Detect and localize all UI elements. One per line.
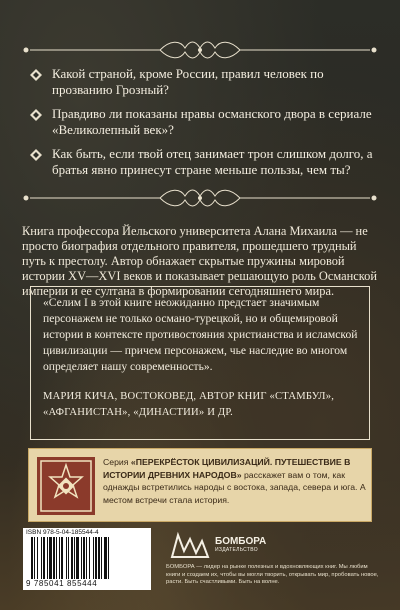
barcode-bar bbox=[93, 537, 94, 579]
barcode-bar bbox=[56, 537, 57, 579]
barcode-bar bbox=[81, 537, 82, 579]
barcode-bar bbox=[89, 537, 90, 579]
barcode-bar bbox=[59, 537, 60, 579]
barcode-bar bbox=[108, 537, 109, 579]
middle-ornament-divider bbox=[20, 188, 380, 208]
publisher-logo-icon bbox=[166, 531, 216, 561]
question-text: Правдиво ли показаны нравы османского двора в сериале «Великолепный век»? bbox=[52, 106, 372, 137]
series-description bbox=[103, 456, 367, 506]
quote-box bbox=[30, 286, 370, 440]
question-list bbox=[30, 66, 375, 186]
list-item bbox=[30, 66, 375, 98]
barcode-bar bbox=[74, 537, 75, 579]
barcode-bar bbox=[71, 537, 73, 579]
top-ornament-divider bbox=[20, 40, 380, 60]
barcode-bar bbox=[83, 537, 85, 579]
barcode-bar bbox=[76, 537, 79, 579]
question-text: Какой страной, кроме России, правил человек по прозванию Грозный? bbox=[52, 66, 324, 97]
barcode-bar bbox=[104, 537, 107, 579]
list-item bbox=[30, 146, 375, 178]
barcode-bar bbox=[101, 537, 102, 579]
publisher-text: БОМБОРА — лидер на рынке полезных и вдохновляющих книг. Мы любим книги и создаем их, чтобы вы могли творить, открывать мир, пробовать новое, расти. Быть счастливыми. Быть на волне. bbox=[166, 564, 379, 585]
barcode-bar bbox=[31, 537, 33, 579]
barcode-bar bbox=[37, 537, 38, 579]
barcode-bar bbox=[61, 537, 63, 579]
series-box bbox=[28, 448, 372, 522]
barcode-icon bbox=[31, 537, 143, 579]
quote-author: МАРИЯ КИЧА, ВОСТОКОВЕД, АВТОР КНИГ «СТАМБУЛ», «АФГАНИСТАН», «ДИНАСТИИ» И ДР. bbox=[43, 391, 335, 418]
barcode-bar bbox=[41, 537, 42, 579]
list-item bbox=[30, 106, 375, 138]
series-name: «ПЕРЕКРЁСТОК ЦИВИЛИЗАЦИЙ. ПУТЕШЕСТВИЕ В ИСТОРИИ ДРЕВНИХ НАРОДОВ» bbox=[103, 457, 351, 480]
isbn-label: ISBN 978-5-04-185544-4 bbox=[26, 529, 99, 536]
barcode-bar bbox=[98, 537, 100, 579]
series-prefix: Серия bbox=[103, 457, 129, 467]
book-description: Книга профессора Йельского университета Алана Михаила — не просто биография отдельного правителя, прошедшего трудный путь к престолу. Автор обнажает скрытые пружины мировой истории XV—XVI веков и показывает решающую роль Османской империи и ее султана в формировании сегодняшнего мира. bbox=[22, 224, 377, 298]
barcode-bar bbox=[49, 537, 52, 579]
quote-text: «Селим I в этой книге неожиданно предстает значимым персонажем не только османо-турецкой, но и общемировой истории в контексте противостояния христианства и исламской цивилизации — причем персонажем, чье наследие во многом определяет нашу современность». bbox=[43, 296, 358, 373]
isbn-barcode-block bbox=[23, 528, 151, 590]
series-text: расскажет вам о том, как однажды встретились народы с востока, запада, севера и юга. А местом встречи стала история. bbox=[103, 469, 366, 505]
barcode-bar bbox=[95, 537, 97, 579]
barcode-bar bbox=[34, 537, 35, 579]
publisher-name: БОМБОРА bbox=[215, 536, 267, 547]
diamond-bullet-icon bbox=[30, 149, 42, 161]
diamond-bullet-icon bbox=[30, 69, 42, 81]
barcode-bar bbox=[66, 537, 67, 579]
question-text: Как быть, если твой отец занимает трон слишком долго, а братья явно принесут стране меньше пользы, чем ты? bbox=[52, 146, 373, 177]
barcode-bar bbox=[53, 537, 55, 579]
barcode-bar bbox=[68, 537, 69, 579]
barcode-bar bbox=[43, 537, 45, 579]
publisher-subtitle: ИЗДАТЕЛЬСТВО bbox=[215, 547, 258, 553]
diamond-bullet-icon bbox=[30, 109, 42, 121]
series-emblem-icon bbox=[37, 457, 95, 515]
barcode-bar bbox=[47, 537, 48, 579]
barcode-bar bbox=[86, 537, 87, 579]
isbn-digits: 9 785041 855444 bbox=[26, 579, 98, 588]
